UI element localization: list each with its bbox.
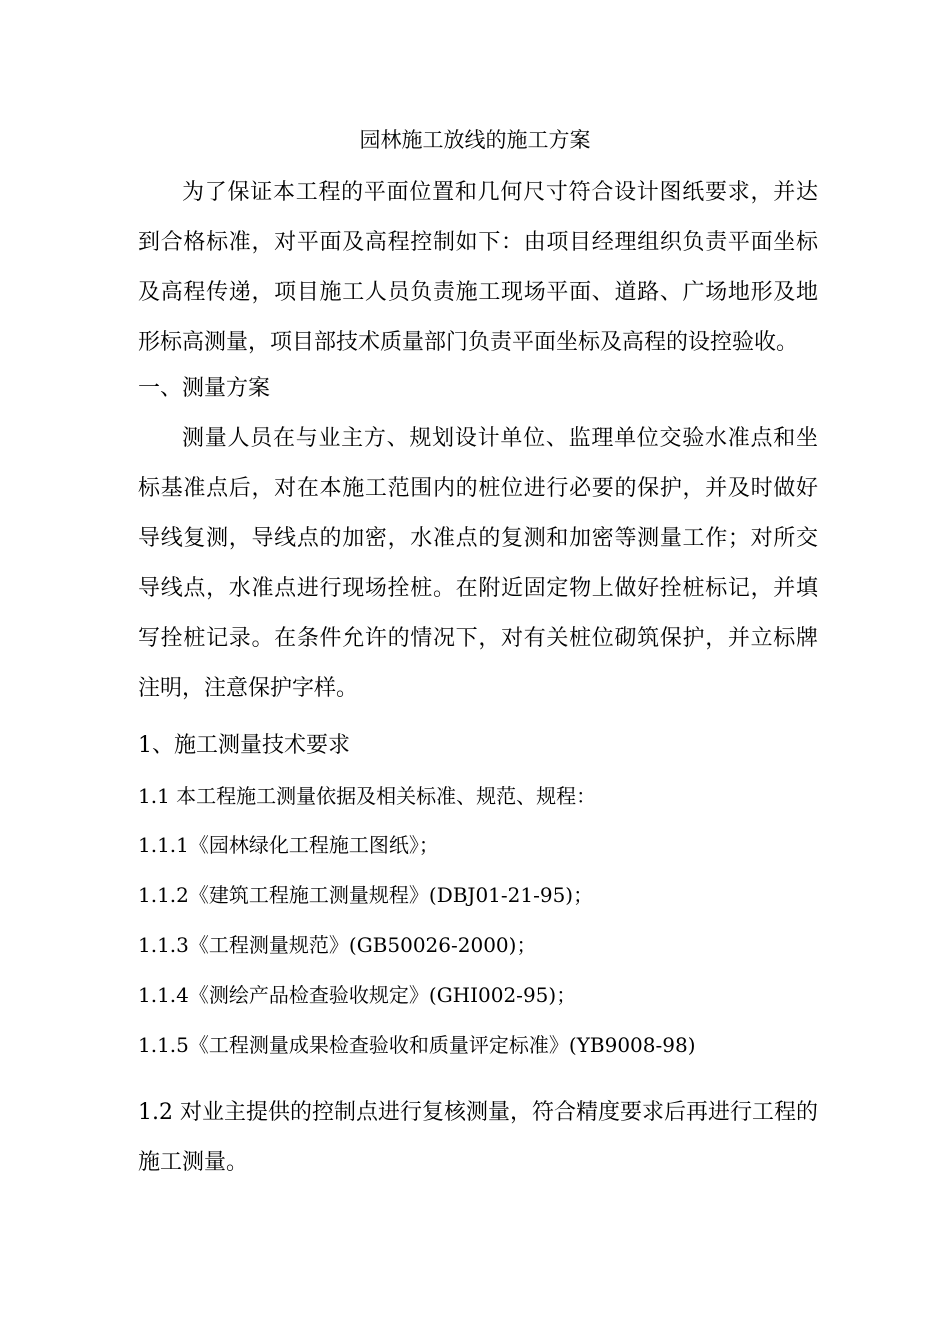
reference-item: 1.1.3《工程测量规范》(GB50026-2000)； [138,933,537,957]
reference-item: 1.1.4《测绘产品检查验收规定》(GHI002-95)； [138,983,577,1007]
intro-paragraph: 为了保证本工程的平面位置和几何尺寸符合设计图纸要求，并达到合格标准，对平面及高程控制如下：由项目经理组织负责平面坐标及高程传递，项目施工人员负责施工现场平面、道路、广场地形及地形标高测量，项目部技术质量部门负责平面坐标及高程的设控验收。 [138,180,818,355]
reference-item: 1.1.5《工程测量成果检查验收和质量评定标准》(YB9008-98) [138,1033,696,1057]
reference-item: 1.1.2《建筑工程施工测量规程》(DBJ01-21-95)； [138,883,594,907]
measurement-plan-paragraph: 测量人员在与业主方、规划设计单位、监理单位交验水准点和坐标基准点后，对在本施工范围内的桩位进行必要的保护，并及时做好导线复测，导线点的加密，水准点的复测和加密等测量工作；对所交导线点，水准点进行现场拴桩。在附近固定物上做好拴桩标记，并填写拴桩记录。在条件允许的情况下，对有关桩位砌筑保护，并立标牌注明，注意保护字样。 [138,426,818,701]
reference-item: 1.1.1《园林绿化工程施工图纸》； [138,833,439,857]
clause-1-2: 1.2 对业主提供的控制点进行复核测量，符合精度要求后再进行工程的施工测量。 [138,1100,818,1175]
section-heading-measurement-plan: 一、测量方案 [138,376,271,401]
subsection-heading-technical-requirements: 1、施工测量技术要求 [138,733,350,758]
document-title: 园林施工放线的施工方案 [359,128,591,152]
clause-1-1: 1.1 本工程施工测量依据及相关标准、规范、规程： [138,784,597,808]
